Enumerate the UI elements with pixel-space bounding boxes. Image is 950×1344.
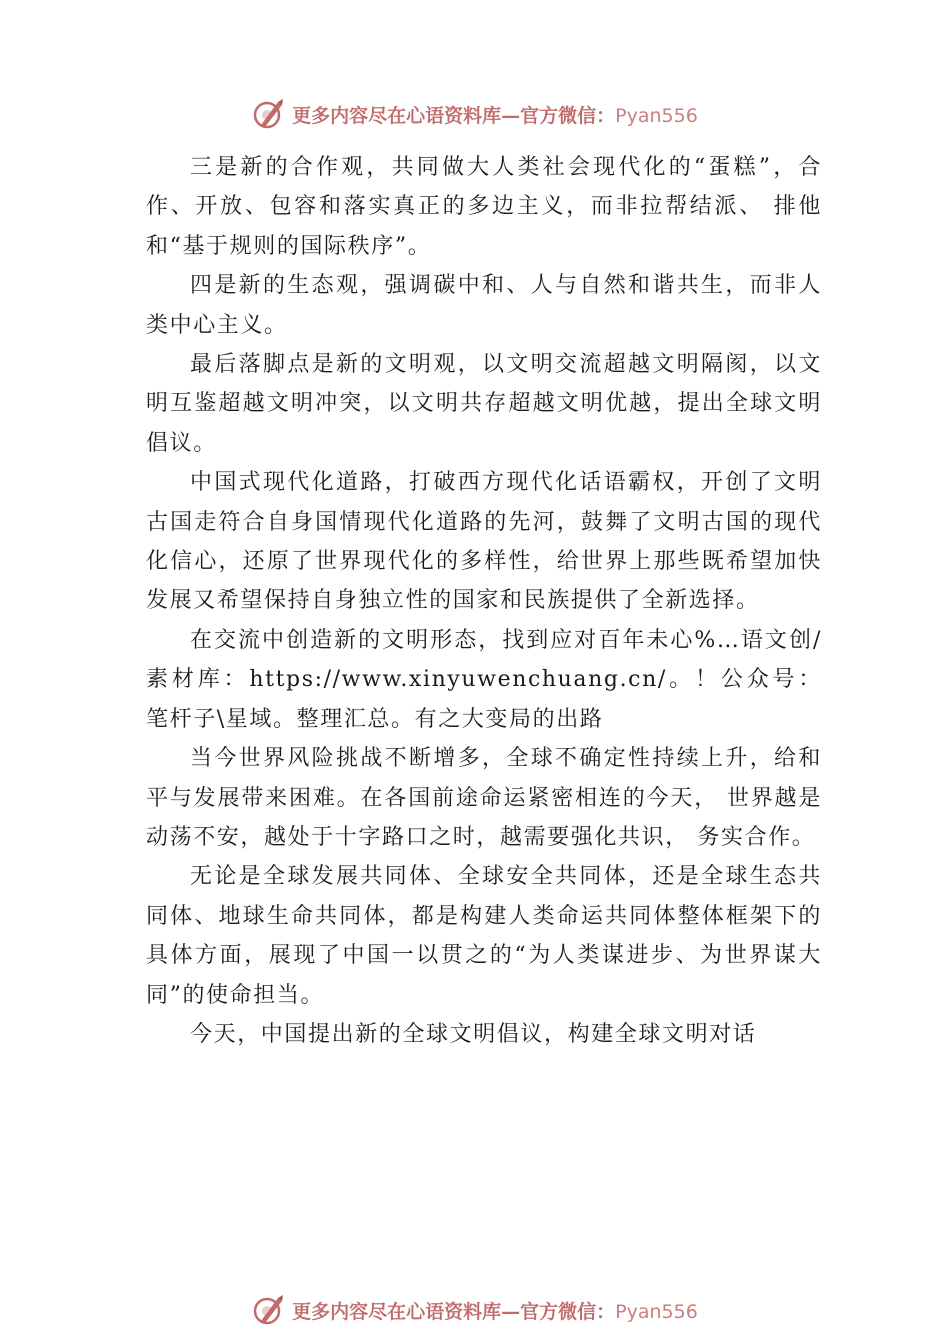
footer-text: 更多内容尽在心语资料库—官方微信：Pyan556 bbox=[292, 1300, 698, 1323]
paragraph: 四是新的生态观，强调碳中和、人与自然和谐共生，而非人类中心主义。 bbox=[146, 273, 822, 338]
quill-logo-icon bbox=[252, 97, 286, 131]
paragraph: 中国式现代化道路，打破西方现代化话语霸权，开创了文明古国走符合自身国情现代化道路的先河，鼓舞了文明古国的现代化信心，还原了世界现代化的多样性，给世界上那些既希望加快发展又希望保持自身独立性的国家和民族提供了全新选择。 bbox=[146, 470, 822, 614]
paragraph: 当今世界风险挑战不断增多，全球不确定性持续上升，给和平与发展带来困难。在各国前途命运紧密相连的今天， 世界越是动荡不安，越处于十字路口之时，越需要强化共识， 务实合作。 bbox=[146, 746, 822, 850]
quill-logo-icon bbox=[252, 1293, 286, 1327]
header-wechat-id: Pyan556 bbox=[615, 104, 698, 127]
header-text: 更多内容尽在心语资料库—官方微信：Pyan556 bbox=[292, 104, 698, 127]
document-body bbox=[146, 148, 822, 1054]
paragraph: 三是新的合作观，共同做大人类社会现代化的“蛋糕”，合作、开放、包容和落实真正的多边主义，而非拉帮结派、 排他和“基于规则的国际秩序”。 bbox=[146, 155, 822, 259]
paragraph: 在交流中创造新的文明形态，找到应对百年未心%…语文创/素材库：https://www.xinyuwenchuang.cn/。！公众号：笔杆子\星域。整理汇总。有之大变局的出路 bbox=[146, 627, 822, 732]
header-banner bbox=[0, 94, 950, 134]
paragraph: 无论是全球发展共同体、全球安全共同体，还是全球生态共同体、地球生命共同体，都是构建人类命运共同体整体框架下的具体方面，展现了中国一以贯之的“为人类谋进步、为世界谋大同”的使命担当。 bbox=[146, 864, 822, 1008]
footer-banner bbox=[0, 1290, 950, 1330]
footer-wechat-id: Pyan556 bbox=[615, 1300, 698, 1323]
paragraph: 最后落脚点是新的文明观，以文明交流超越文明隔阂，以文明互鉴超越文明冲突，以文明共存超越文明优越，提出全球文明倡议。 bbox=[146, 352, 822, 456]
paragraph: 今天，中国提出新的全球文明倡议，构建全球文明对话 bbox=[190, 1021, 757, 1047]
